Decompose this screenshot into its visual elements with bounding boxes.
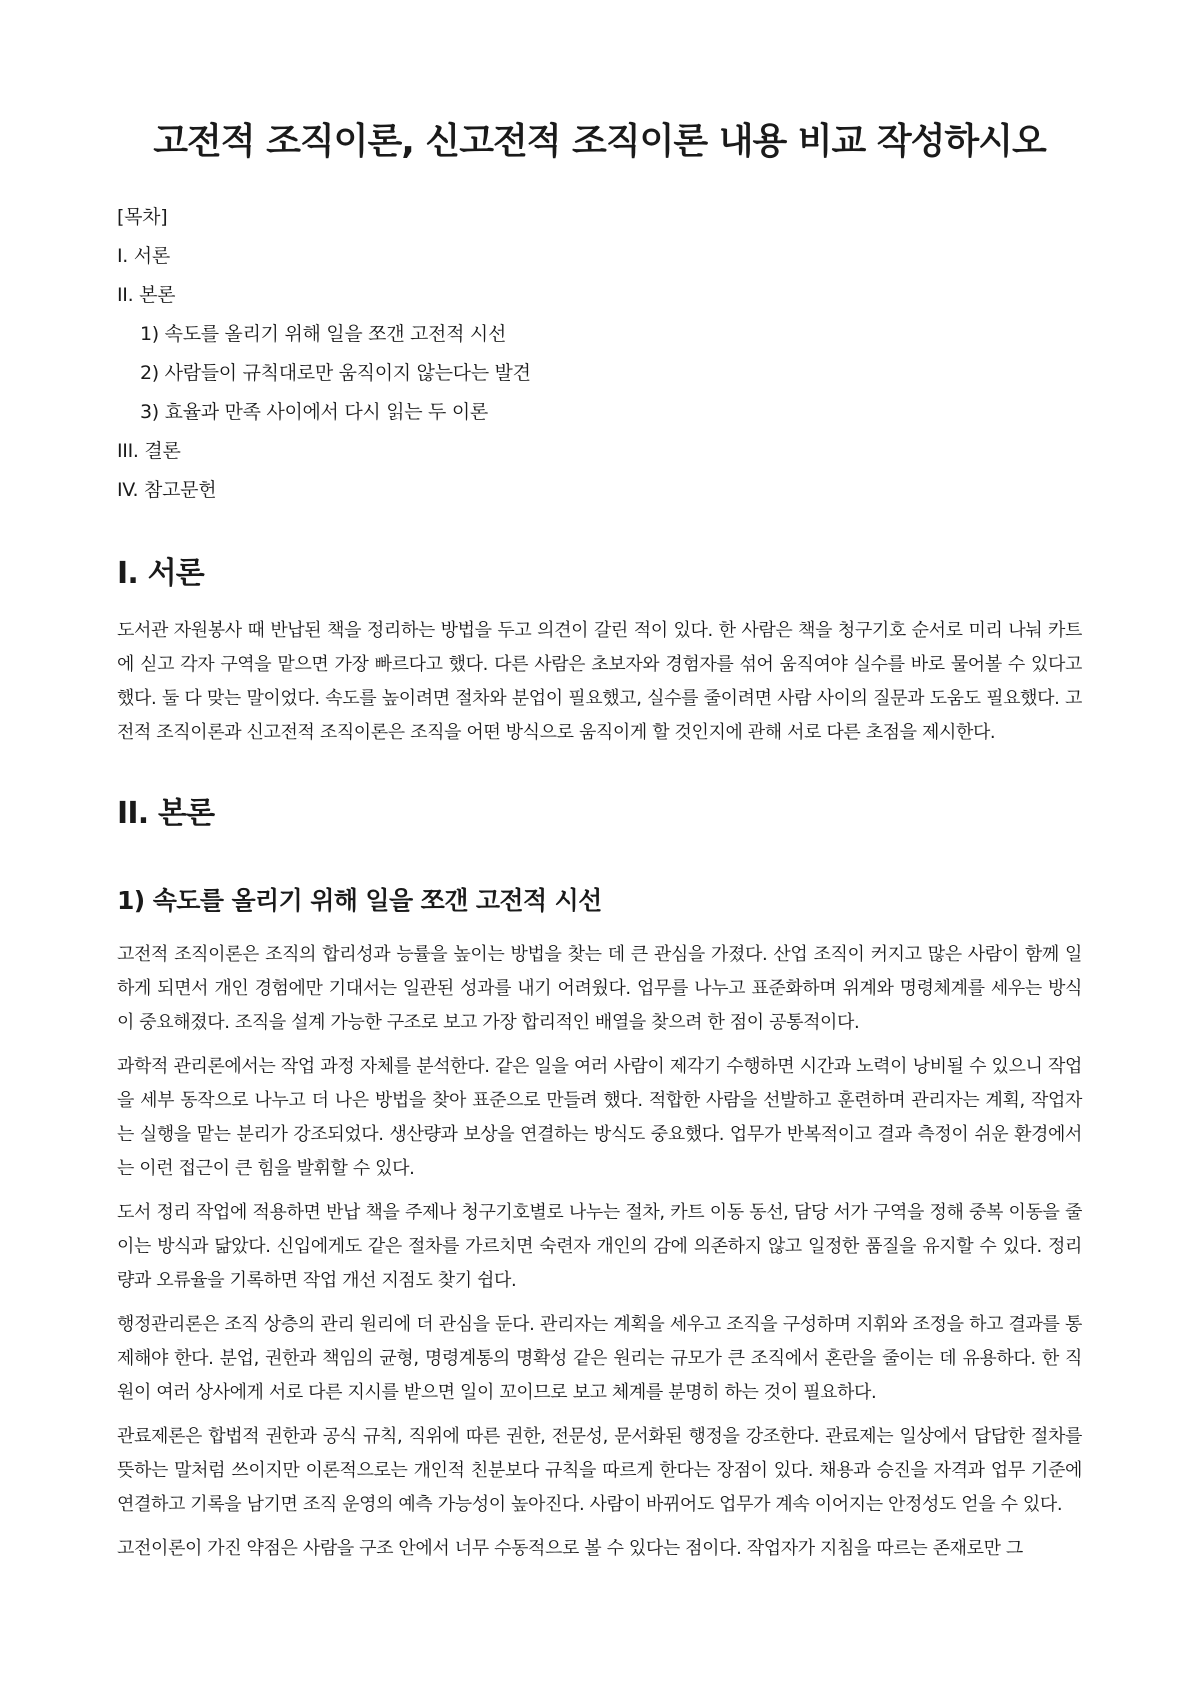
toc-item-subsection-2: 2) 사람들이 규칙대로만 움직이지 않는다는 발견 <box>140 362 531 384</box>
toc-item-main-body: II. 본론 <box>117 284 176 306</box>
subsection-heading-1: 1) 속도를 올리기 위해 일을 쪼갠 고전적 시선 <box>117 886 602 915</box>
body-paragraph-truncated: 고전이론이 가진 약점은 사람을 구조 안에서 너무 수동적으로 볼 수 있다는 점이다. 작업자가 지침을 따르는 존재로만 그 <box>117 1538 1023 1559</box>
document-title: 고전적 조직이론, 신고전적 조직이론 내용 비교 작성하시오 <box>153 121 1046 162</box>
body-paragraph: 고전적 조직이론은 조직의 합리성과 능률을 높이는 방법을 찾는 데 큰 관심을 가졌다. 산업 조직이 커지고 많은 사람이 함께 일하게 되면서 개인 경험에만 기대서는 일관된 성과를 내기 어려웠다. 업무를 나누고 표준화하며 위계와 명령체계를 세우는 방식이 중요해졌다. 조직을 설계 가능한 구조로 보고 가장 합리적인 배열을 찾으려 한 점이 공통적이다. <box>117 944 1082 1033</box>
toc-heading: [목차] <box>117 206 168 228</box>
intro-paragraph: 도서관 자원봉사 때 반납된 책을 정리하는 방법을 두고 의견이 갈린 적이 있다. 한 사람은 책을 청구기호 순서로 미리 나눠 카트에 싣고 각자 구역을 맡으면 가장 빠르다고 했다. 다른 사람은 초보자와 경험자를 섞어 움직여야 실수를 바로 물어볼 수 있다고 했다. 둘 다 맞는 말이었다. 속도를 높이려면 절차와 분업이 필요했고, 실수를 줄이려면 사람 사이의 질문과 도움도 필요했다. 고전적 조직이론과 신고전적 조직이론은 조직을 어떤 방식으로 움직이게 할 것인지에 관해 서로 다른 초점을 제시한다. <box>117 620 1082 743</box>
section-heading-introduction: I. 서론 <box>117 556 204 591</box>
body-paragraph: 도서 정리 작업에 적용하면 반납 책을 주제나 청구기호별로 나누는 절차, 카트 이동 동선, 담당 서가 구역을 정해 중복 이동을 줄이는 방식과 닮았다. 신입에게도 같은 절차를 가르치면 숙련자 개인의 감에 의존하지 않고 일정한 품질을 유지할 수 있다. 정리량과 오류율을 기록하면 작업 개선 지점도 찾기 쉽다. <box>117 1202 1082 1291</box>
toc-item-introduction: I. 서론 <box>117 245 170 267</box>
body-paragraph: 행정관리론은 조직 상층의 관리 원리에 더 관심을 둔다. 관리자는 계획을 세우고 조직을 구성하며 지휘와 조정을 하고 결과를 통제해야 한다. 분업, 권한과 책임의 균형, 명령계통의 명확성 같은 원리는 규모가 큰 조직에서 혼란을 줄이는 데 유용하다. 한 직원이 여러 상사에게 서로 다른 지시를 받으면 일이 꼬이므로 보고 체계를 분명히 하는 것이 필요하다. <box>117 1314 1082 1403</box>
toc-item-references: IV. 참고문헌 <box>117 479 217 501</box>
toc-item-subsection-3: 3) 효율과 만족 사이에서 다시 읽는 두 이론 <box>140 401 488 423</box>
body-paragraph: 관료제론은 합법적 권한과 공식 규칙, 직위에 따른 권한, 전문성, 문서화된 행정을 강조한다. 관료제는 일상에서 답답한 절차를 뜻하는 말처럼 쓰이지만 이론적으로는 개인적 친분보다 규칙을 따르게 한다는 장점이 있다. 채용과 승진을 자격과 업무 기준에 연결하고 기록을 남기면 조직 운영의 예측 가능성이 높아진다. 사람이 바뀌어도 업무가 계속 이어지는 안정성도 얻을 수 있다. <box>117 1426 1082 1515</box>
table-of-contents <box>117 198 1082 510</box>
body-paragraph: 과학적 관리론에서는 작업 과정 자체를 분석한다. 같은 일을 여러 사람이 제각기 수행하면 시간과 노력이 낭비될 수 있으니 작업을 세부 동작으로 나누고 더 나은 방법을 찾아 표준으로 만들려 했다. 적합한 사람을 선발하고 훈련하며 관리자는 계획, 작업자는 실행을 맡는 분리가 강조되었다. 생산량과 보상을 연결하는 방식도 중요했다. 업무가 반복적이고 결과 측정이 쉬운 환경에서는 이런 접근이 큰 힘을 발휘할 수 있다. <box>117 1056 1082 1179</box>
section-heading-main-body: II. 본론 <box>117 796 215 831</box>
toc-item-subsection-1: 1) 속도를 올리기 위해 일을 쪼갠 고전적 시선 <box>140 323 506 345</box>
toc-item-conclusion: III. 결론 <box>117 440 181 462</box>
